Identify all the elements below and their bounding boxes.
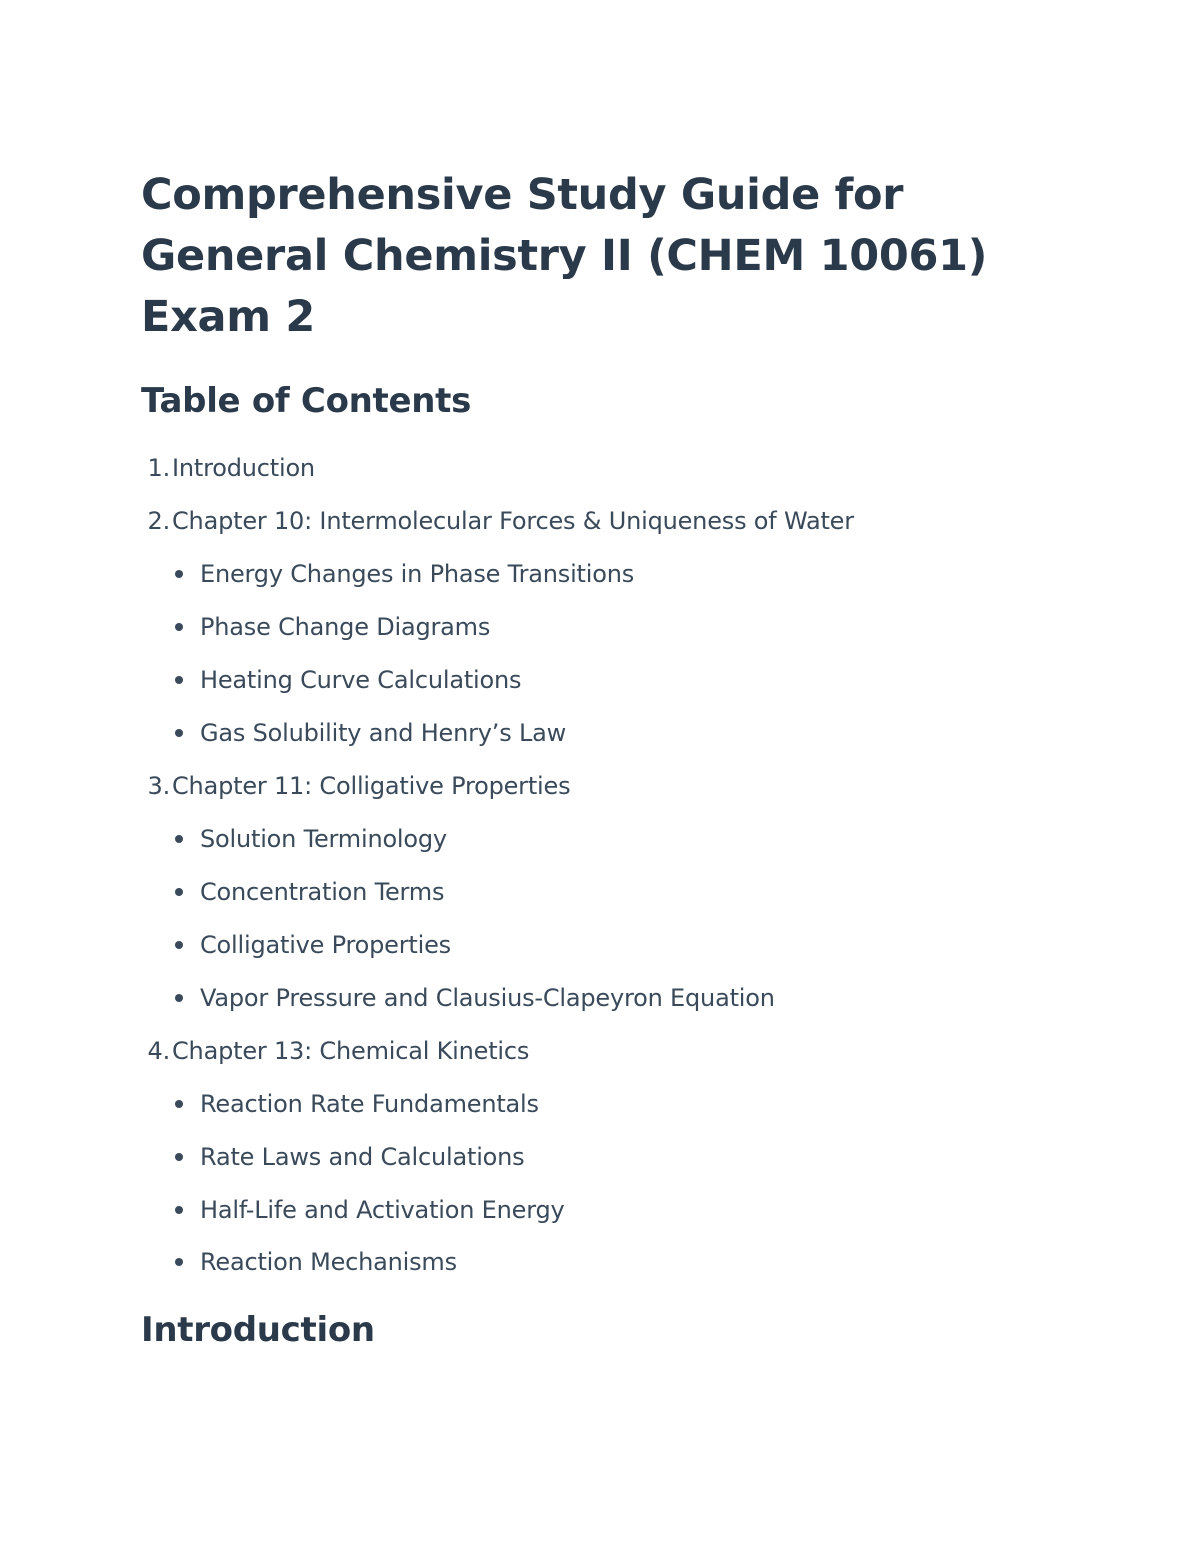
toc-chapter-number: 2. [147,507,170,535]
toc-heading: Table of Contents [141,381,472,421]
toc-subitem-label: Colligative Properties [200,931,451,959]
document-title-line-2: General Chemistry II (CHEM 10061) [141,231,988,281]
document-title-line-3: Exam 2 [141,292,316,342]
bullet-icon [175,1258,183,1266]
bullet-icon [175,994,183,1002]
toc-chapter-label: Chapter 11: Colligative Properties [172,772,571,800]
document-title-line-1: Comprehensive Study Guide for [141,170,904,220]
bullet-icon [175,570,183,578]
toc-subitem-colligative-properties[interactable] [200,929,451,961]
bullet-icon [175,888,183,896]
toc-subitem-heating-curve[interactable] [200,664,521,696]
toc-subitem-phase-change-diagrams[interactable] [200,611,490,643]
bullet-icon [175,941,183,949]
toc-subitem-label: Half-Life and Activation Energy [200,1196,565,1224]
toc-subitem-label: Phase Change Diagrams [200,613,491,641]
toc-subitem-label: Vapor Pressure and Clausius-Clapeyron Equation [200,984,775,1012]
bullet-icon [175,1206,183,1214]
toc-chapter-label: Introduction [172,454,315,482]
toc-subitem-solution-terminology[interactable] [200,823,447,855]
toc-subitem-reaction-rate[interactable] [200,1088,539,1120]
toc-subitem-label: Concentration Terms [200,878,445,906]
document-title [141,165,1041,348]
toc-chapter-number: 1. [147,454,170,482]
toc-chapter-11[interactable] [141,770,570,802]
toc-subitem-energy-changes[interactable] [200,558,634,590]
toc-subitem-label: Solution Terminology [200,825,447,853]
toc-subitem-gas-solubility[interactable] [200,717,566,749]
toc-chapter-number: 4. [147,1037,170,1065]
toc-chapter-introduction[interactable] [141,452,315,484]
toc-subitem-rate-laws[interactable] [200,1141,524,1173]
toc-subitem-label: Energy Changes in Phase Transitions [200,560,635,588]
toc-chapter-label: Chapter 13: Chemical Kinetics [172,1037,530,1065]
bullet-icon [175,1153,183,1161]
bullet-icon [175,729,183,737]
section-heading-introduction: Introduction [141,1310,375,1350]
toc-subitem-label: Gas Solubility and Henry’s Law [200,719,567,747]
toc-subitem-label: Heating Curve Calculations [200,666,522,694]
toc-chapter-number: 3. [147,772,170,800]
toc-chapter-13[interactable] [141,1035,529,1067]
toc-subitem-label: Reaction Rate Fundamentals [200,1090,539,1118]
toc-subitem-half-life[interactable] [200,1194,565,1226]
bullet-icon [175,1100,183,1108]
bullet-icon [175,623,183,631]
bullet-icon [175,676,183,684]
toc-subitem-reaction-mechanisms[interactable] [200,1246,457,1278]
toc-chapter-label: Chapter 10: Intermolecular Forces & Uniqueness of Water [172,507,854,535]
toc-subitem-vapor-pressure[interactable] [200,982,775,1014]
toc-chapter-10[interactable] [141,505,854,537]
bullet-icon [175,835,183,843]
toc-subitem-label: Rate Laws and Calculations [200,1143,525,1171]
toc-subitem-concentration-terms[interactable] [200,876,444,908]
toc-subitem-label: Reaction Mechanisms [200,1248,457,1276]
